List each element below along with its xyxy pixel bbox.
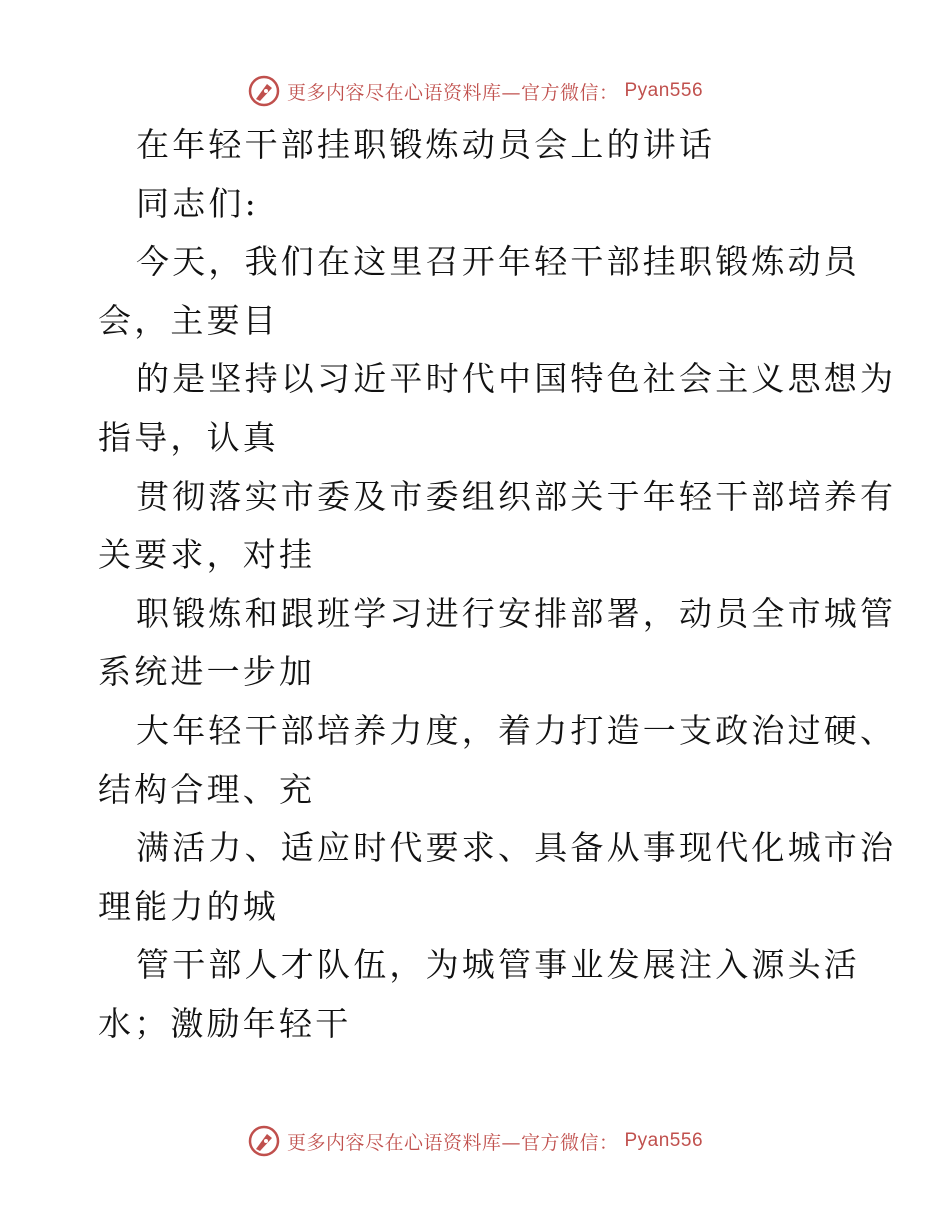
- paragraph-line: 系统进一步加: [98, 652, 316, 692]
- paragraph-line: 的是坚持以习近平时代中国特色社会主义思想为: [136, 359, 897, 399]
- document-body: [98, 116, 898, 1054]
- paragraph-line: 职锻炼和跟班学习进行安排部署，动员全市城管: [136, 593, 897, 633]
- pen-nib-circle-icon: [247, 1124, 281, 1158]
- watermark-wechat-id: Pyan556: [624, 1130, 704, 1151]
- header-watermark: [0, 71, 950, 111]
- pen-nib-circle-icon: [247, 74, 281, 108]
- paragraph-line: 结构合理、充: [98, 769, 316, 809]
- watermark-text: 更多内容尽在心语资料库—官方微信：: [286, 81, 619, 104]
- paragraph-line: 贯彻落实市委及市委组织部关于年轻干部培养有: [136, 476, 897, 516]
- paragraph-line: 大年轻干部培养力度，着力打造一支政治过硬、: [136, 710, 897, 750]
- footer-watermark: [0, 1121, 950, 1161]
- paragraph-line: 指导，认真: [98, 417, 279, 457]
- paragraph-line: 今天，我们在这里召开年轻干部挂职锻炼动员: [136, 242, 860, 282]
- paragraph-line: 理能力的城: [98, 886, 279, 926]
- paragraph-line: 关要求，对挂: [98, 535, 316, 575]
- watermark-text: 更多内容尽在心语资料库—官方微信：: [286, 1131, 619, 1154]
- paragraph-line: 会，主要目: [98, 300, 279, 340]
- paragraph-line: 水；激励年轻干: [98, 1003, 352, 1043]
- document-title: 在年轻干部挂职锻炼动员会上的讲话: [136, 125, 716, 164]
- paragraph-line: 管干部人才队伍，为城管事业发展注入源头活: [136, 945, 860, 985]
- watermark-wechat-id: Pyan556: [624, 80, 704, 101]
- salutation: 同志们:: [136, 183, 259, 223]
- paragraph-line: 满活力、适应时代要求、具备从事现代化城市治: [136, 828, 897, 868]
